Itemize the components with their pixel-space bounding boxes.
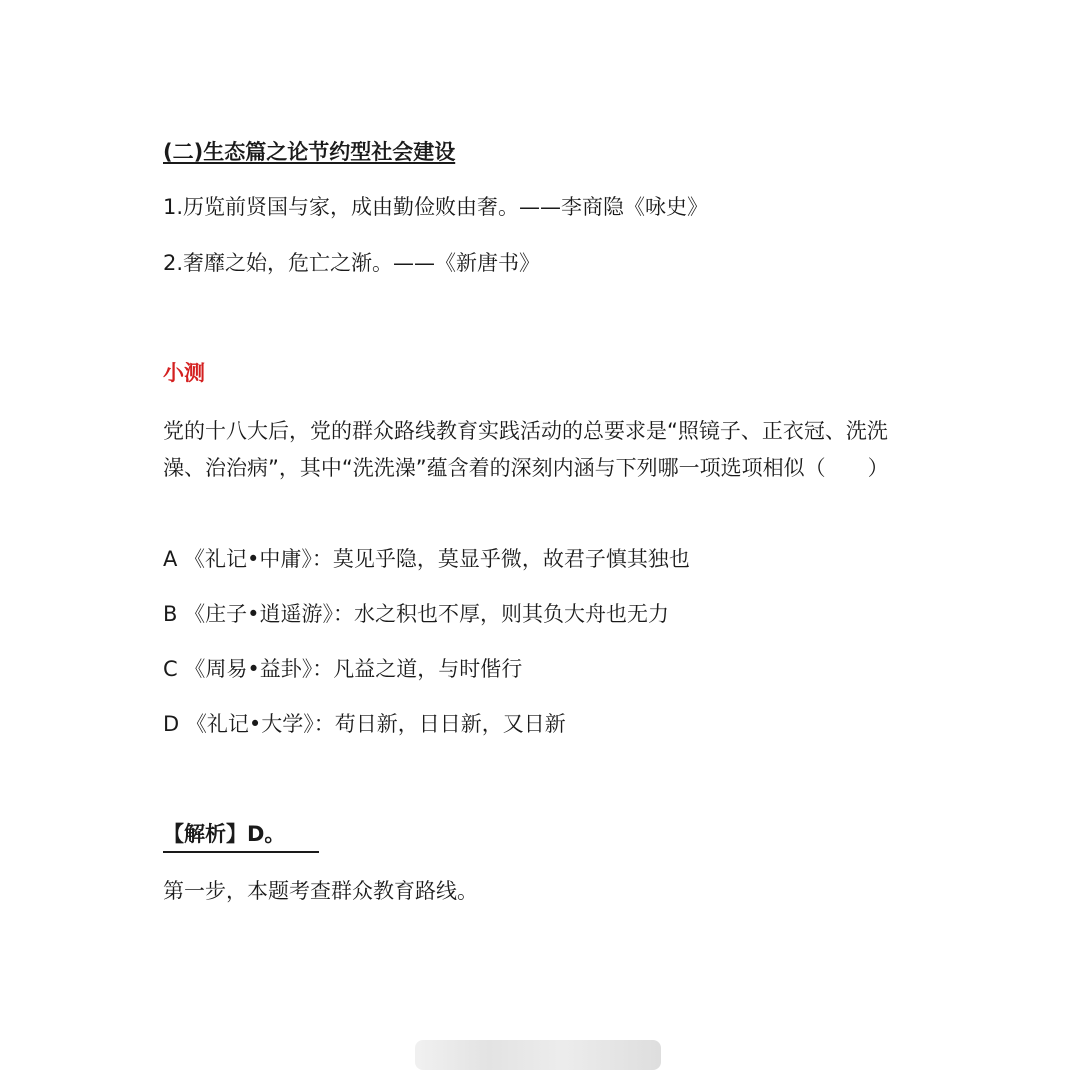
quiz-option-a: A 《礼记•中庸》：莫见乎隐，莫显乎微，故君子慎其独也 <box>163 547 690 571</box>
answer-text: 第一步，本题考查群众教育路线。 <box>163 879 478 903</box>
blurred-watermark <box>415 1040 661 1070</box>
quiz-question: 党的十八大后，党的群众路线教育实践活动的总要求是“照镜子、正衣冠、洗洗澡、治治病”，其中“洗洗澡”蕴含着的深刻内涵与下列哪一项选项相似（ ） <box>163 419 889 480</box>
quiz-option-c: C 《周易•益卦》：凡益之道，与时偕行 <box>163 657 523 681</box>
quote-item: 1.历览前贤国与家，成由勤俭败由奢。——李商隐《咏史》 <box>163 195 709 219</box>
quiz-label: 小测 <box>163 361 205 385</box>
section-heading: (二)生态篇之论节约型社会建设 <box>163 140 456 164</box>
quiz-option-b: B 《庄子•逍遥游》：水之积也不厚，则其负大舟也无力 <box>163 602 669 626</box>
quiz-option-d: D 《礼记•大学》：苟日新，日日新，又日新 <box>163 712 566 736</box>
quote-item: 2.奢靡之始，危亡之渐。——《新唐书》 <box>163 251 541 275</box>
answer-heading: 【解析】D。 <box>163 821 319 853</box>
